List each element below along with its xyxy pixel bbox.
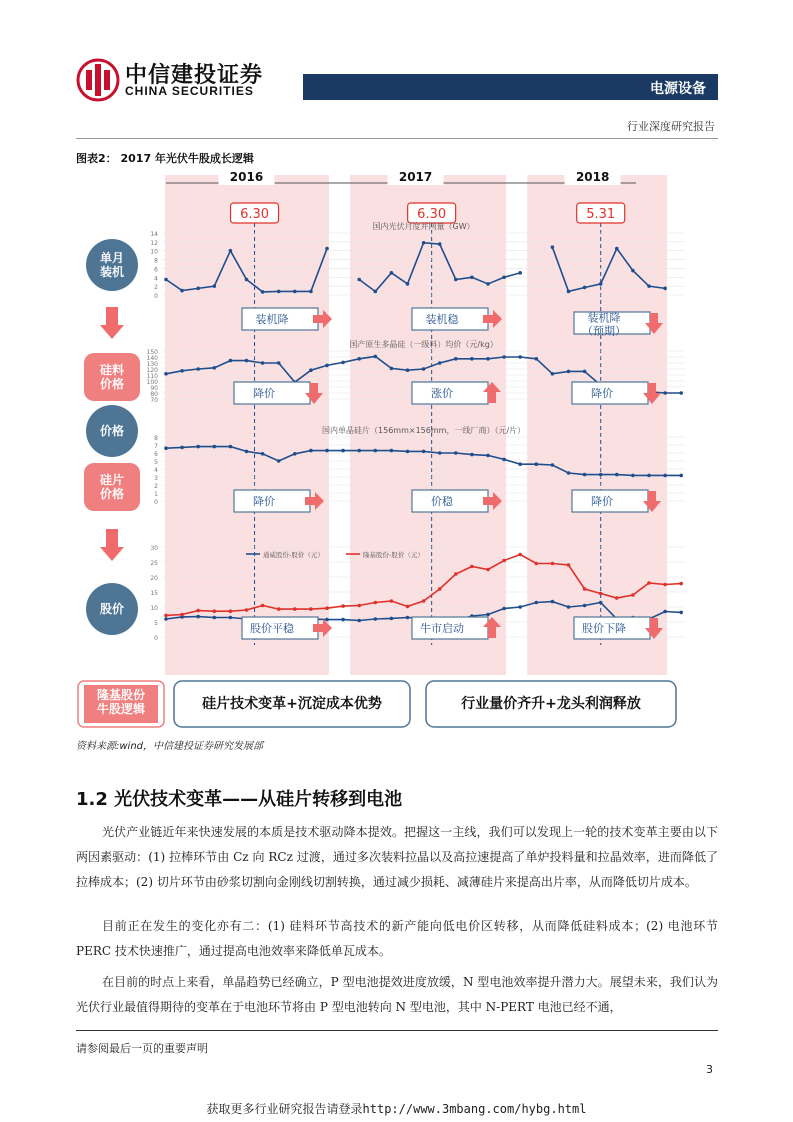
wafer-series-point (486, 454, 490, 458)
y-tick-label: 5 (154, 620, 158, 627)
section-heading: 1.2 光伏技术变革——从硅片转移到电池 (76, 789, 403, 810)
y-tick-label: 8 (154, 435, 158, 442)
silicon-series-point (663, 391, 667, 395)
silicon-series-point (438, 361, 442, 365)
stock-series-point (535, 562, 539, 566)
flow-arrow-icon (100, 529, 124, 561)
wafer-series-point (309, 449, 313, 453)
stock-series-point (583, 587, 587, 591)
silicon-series-point (567, 370, 571, 374)
row-label-install: 单月装机 (99, 250, 125, 280)
year-label: 2018 (575, 170, 610, 184)
y-tick-label: 6 (154, 451, 158, 458)
install-series-point (470, 275, 474, 279)
wafer-series-point (196, 445, 200, 449)
stock-series-point (341, 604, 345, 608)
y-tick-label: 100 (146, 379, 158, 386)
silicon-series-point (390, 367, 394, 371)
stock-series-point (325, 618, 329, 622)
y-tick-label: 12 (150, 239, 158, 247)
stock-series-point (341, 618, 345, 622)
stock-series-point (663, 583, 667, 587)
install-series-point (599, 282, 603, 286)
y-tick-label: 2 (154, 284, 158, 292)
silicon-series-point (406, 368, 410, 372)
y-tick-label: 30 (150, 545, 158, 552)
y-tick-label: 4 (154, 467, 158, 474)
stock-series-point (663, 610, 667, 614)
stock-series-point (325, 606, 329, 610)
wafer-series-point (229, 445, 233, 449)
y-tick-label: 8 (154, 257, 158, 265)
wafer-series-point (631, 474, 635, 478)
wafer-series-point (325, 449, 329, 453)
wafer-series-point (164, 446, 168, 450)
policy-event-date: 5.31 (586, 207, 616, 222)
wafer-series-point (374, 449, 378, 453)
wafer-series-point (615, 473, 619, 477)
period-band (350, 175, 506, 675)
wafer-series-point (599, 473, 603, 477)
paragraph-2: 目前正在发生的变化亦有二：(1) 硅料环节高技术的新产能向低电价区转移，从而降低硅料成本；(2) 电池环节 PERC 技术快速推广，通过提高电池效率来降低单瓦成本。 (76, 919, 718, 958)
silicon-series-point (422, 367, 426, 371)
wafer-series-point (679, 474, 683, 478)
sector-banner (303, 74, 718, 100)
silicon-series-point (196, 367, 200, 371)
silicon-series-point (325, 364, 329, 368)
silicon-series-point (535, 357, 539, 361)
y-tick-label: 2 (154, 483, 158, 490)
silicon-series-point (502, 355, 506, 359)
stock-series-point (631, 593, 635, 597)
wafer-series-point (518, 462, 522, 466)
row-label-silicon-price: 硅料价格 (99, 362, 125, 392)
row-label-stock-price: 股价 (99, 602, 125, 616)
install-series-point (502, 275, 506, 279)
install-tag-3: 装机降（预期） (582, 311, 626, 338)
stock-series-point (583, 604, 587, 608)
wafer-series-point (535, 462, 539, 466)
stock-series-point (180, 613, 184, 617)
wafer-series-point (261, 452, 265, 456)
stock-series-point (599, 592, 603, 596)
silicon-tag-3: 降价 (591, 387, 613, 400)
install-series-point (551, 245, 555, 249)
install-chart-title: 国内光伏月度并网量（GW） (372, 222, 475, 231)
wafer-series-point (663, 474, 667, 478)
footer-disclaimer: 请参阅最后一页的重要声明 (76, 1042, 208, 1055)
stock-series-point (357, 604, 361, 608)
stock-series-point (374, 617, 378, 621)
legend-label: 隆基股份-股价（元） (363, 551, 424, 559)
y-tick-label: 90 (150, 385, 158, 392)
wafer-series-point (245, 450, 249, 454)
y-tick-label: 120 (146, 367, 158, 374)
y-tick-label: 0 (154, 293, 158, 300)
wafer-series-point (502, 458, 506, 462)
y-tick-label: 110 (146, 373, 158, 380)
stock-series-point (518, 553, 522, 557)
install-series-point (631, 269, 635, 273)
stock-series-point (229, 616, 233, 620)
stock-series-point (615, 596, 619, 600)
y-tick-label: 0 (154, 635, 158, 642)
stock-series-point (551, 562, 555, 566)
wafer-series-point (277, 459, 281, 463)
install-series-point (583, 286, 587, 290)
year-label: 2017 (398, 170, 433, 184)
row-label-wafer-price: 硅片价格 (99, 472, 125, 502)
install-series-point (196, 287, 200, 291)
silicon-chart-title: 国产原生多晶硅（一级料）均价（元/kg） (349, 340, 498, 349)
company-logo-icon (76, 58, 120, 102)
install-series-point (422, 241, 426, 245)
silicon-series-point (229, 359, 233, 363)
silicon-tag-2: 涨价 (431, 387, 453, 400)
stock-series-point (599, 601, 603, 605)
install-series-point (567, 290, 571, 294)
wafer-series-point (647, 474, 651, 478)
page-number: 3 (706, 1063, 713, 1076)
stock-series-point (486, 613, 490, 617)
install-series-point (615, 247, 619, 251)
silicon-series-point (357, 357, 361, 361)
wafer-series-point (551, 463, 555, 467)
wafer-series-point (390, 449, 394, 453)
logic-box-2: 行业量价齐升+龙头利润释放 (461, 696, 641, 712)
wafer-series-point (438, 451, 442, 455)
wafer-series-point (180, 446, 184, 450)
install-series-point (438, 242, 442, 246)
silicon-series-point (454, 357, 458, 361)
install-series-point (180, 289, 184, 293)
stock-series-point (679, 611, 683, 615)
wafer-tag-3: 降价 (591, 495, 613, 508)
stock-series-point (213, 616, 217, 620)
silicon-tag-1: 降价 (253, 387, 275, 400)
silicon-series-point (470, 357, 474, 361)
stock-series-point (518, 605, 522, 609)
stock-series-point (406, 605, 410, 609)
wafer-series-point (357, 449, 361, 453)
stock-series-point (535, 601, 539, 605)
y-tick-label: 0 (154, 499, 158, 506)
install-series-point (213, 284, 217, 288)
install-series-point (390, 271, 394, 275)
stock-series-point (502, 607, 506, 611)
stock-tag-3: 股价下降 (582, 622, 626, 635)
stock-series-point (567, 605, 571, 609)
install-series-point (374, 290, 378, 294)
stock-series-point (551, 600, 555, 604)
install-series-point (663, 287, 667, 291)
silicon-series-point (583, 370, 587, 374)
logic-box-1: 硅片技术变革+沉淀成本优势 (202, 696, 382, 712)
stock-series-point (567, 563, 571, 567)
silicon-series-point (486, 357, 490, 361)
install-series-point (357, 278, 361, 282)
footer-divider (76, 1030, 718, 1031)
row-label-price: 价格 (99, 424, 125, 438)
wafer-series-point (583, 473, 587, 477)
y-tick-label: 25 (150, 560, 158, 567)
stock-series-point (390, 599, 394, 603)
year-label: 2016 (229, 170, 264, 184)
policy-event-date: 6.30 (417, 207, 447, 222)
install-series-point (277, 290, 281, 294)
install-series-point (647, 284, 651, 288)
stock-series-point (502, 559, 506, 563)
figure-source: 资料来源:wind，中信建投证券研究发展部 (76, 741, 264, 752)
silicon-series-point (518, 355, 522, 359)
install-tag-1: 装机降 (255, 313, 289, 326)
stock-series-point (390, 617, 394, 621)
wafer-series-point (213, 445, 217, 449)
silicon-series-point (309, 368, 313, 372)
y-tick-label: 14 (150, 231, 158, 238)
wafer-series-point (422, 450, 426, 454)
y-tick-label: 5 (154, 459, 158, 466)
y-tick-label: 80 (150, 391, 158, 398)
y-tick-label: 4 (154, 275, 158, 283)
sector-label: 电源设备 (650, 81, 706, 97)
stock-series-point (647, 581, 651, 585)
silicon-series-point (551, 372, 555, 376)
y-tick-label: 7 (154, 443, 158, 450)
y-tick-label: 70 (150, 397, 158, 404)
stock-series-point (470, 565, 474, 569)
stock-series-point (196, 615, 200, 619)
silicon-series-point (261, 361, 265, 365)
wafer-tag-2: 价稳 (431, 495, 453, 508)
paragraph-3: 在目前的时点上来看，单晶趋势已经确立，P 型电池提效进度放缓，N 型电池效率提升潜力大。展望未来，我们认为光伏行业最值得期待的变革在于电池环节将由 P 型电池转向 N 型电池，其中 N-PERT 电池已经不通， (76, 975, 718, 1014)
stock-series-point (164, 614, 168, 618)
install-tag-2: 装机稳 (425, 313, 459, 326)
stock-series-point (229, 609, 233, 613)
install-series-point (325, 247, 329, 251)
company-name-cn: 中信建投证券 (125, 63, 264, 88)
stock-series-point (486, 568, 490, 572)
y-tick-label: 20 (150, 575, 158, 582)
wafer-series-point (406, 450, 410, 454)
wafer-series-point (293, 452, 297, 456)
y-tick-label: 10 (150, 605, 158, 612)
stock-series-point (438, 587, 442, 591)
stock-series-point (374, 601, 378, 605)
silicon-series-point (164, 372, 168, 376)
report-type: 行业深度研究报告 (627, 120, 715, 133)
stock-series-point (245, 608, 249, 612)
stock-series-point (277, 607, 281, 611)
wafer-series-point (454, 451, 458, 455)
period-band (527, 175, 667, 675)
period-band (165, 175, 329, 675)
install-series-point (164, 278, 168, 282)
install-series-point (261, 290, 265, 294)
growth-logic-figure (76, 165, 718, 733)
silicon-series-point (245, 359, 249, 363)
silicon-series-point (180, 369, 184, 373)
silicon-series-point (341, 361, 345, 365)
wafer-chart-title: 国内单晶硅片（156mm×156mm，一线厂商）（元/片） (322, 426, 526, 435)
stock-series-point (164, 617, 168, 621)
stock-series-point (196, 609, 200, 613)
figure-title: 图表2： 2017 年光伏牛股成长逻辑 (76, 152, 254, 165)
wafer-series-point (567, 471, 571, 475)
stock-tag-2: 牛市启动 (420, 622, 464, 635)
legend-label: 通威股份-股价（元） (263, 551, 324, 559)
silicon-series-point (374, 355, 378, 359)
stock-series-point (357, 619, 361, 623)
install-series-point (406, 282, 410, 286)
stock-series-point (422, 599, 426, 603)
y-tick-label: 10 (150, 248, 158, 256)
wafer-series-point (470, 453, 474, 457)
install-series-point (518, 271, 522, 275)
install-series-point (309, 290, 313, 294)
stock-tag-1: 股价平稳 (250, 622, 294, 635)
y-tick-label: 1 (154, 491, 158, 498)
stock-series-point (293, 607, 297, 611)
company-name-en: CHINA SECURITIES (125, 84, 254, 98)
wafer-series-point (341, 449, 345, 453)
wafer-tag-1: 降价 (253, 495, 275, 508)
silicon-series-point (213, 366, 217, 370)
flow-arrow-icon (100, 307, 124, 339)
header-divider (76, 138, 718, 139)
stock-series-point (679, 582, 683, 586)
y-tick-label: 3 (154, 475, 158, 482)
y-tick-label: 140 (146, 355, 158, 362)
stock-series-point (261, 604, 265, 608)
y-tick-label: 6 (154, 266, 158, 274)
y-tick-label: 15 (150, 590, 158, 597)
stock-series-point (454, 572, 458, 576)
paragraph-1: 光伏产业链近年来快速发展的本质是技术驱动降本提效。把握这一主线，我们可以发现上一轮的技术变革主要由以下两因素驱动：(1) 拉棒环节由 Cz 向 RCz 过渡，通过多次装料拉晶以及高拉速提高了单炉投料量和拉晶效率，进而降低了拉棒成本；(2) 切片环节由砂浆切割向金刚线切割转换，通过减少损耗、减薄硅片来提高出片率，从而降低切片成本。 (76, 825, 718, 889)
install-series-point (245, 278, 249, 282)
install-series-point (486, 282, 490, 286)
silicon-series-point (679, 391, 683, 395)
y-tick-label: 130 (146, 361, 158, 368)
install-series-point (229, 249, 233, 253)
silicon-series-point (277, 361, 281, 365)
logic-label: 隆基股份牛股逻辑 (96, 687, 146, 717)
install-series-point (293, 290, 297, 294)
install-series-point (454, 278, 458, 282)
y-tick-label: 150 (146, 349, 158, 356)
policy-event-date: 6.30 (240, 207, 270, 222)
stock-series-point (309, 607, 313, 611)
download-link[interactable]: 获取更多行业研究报告请登录http://www.3mbang.com/hybg.html (206, 1102, 587, 1116)
stock-series-point (213, 609, 217, 613)
stock-series-point (406, 616, 410, 620)
